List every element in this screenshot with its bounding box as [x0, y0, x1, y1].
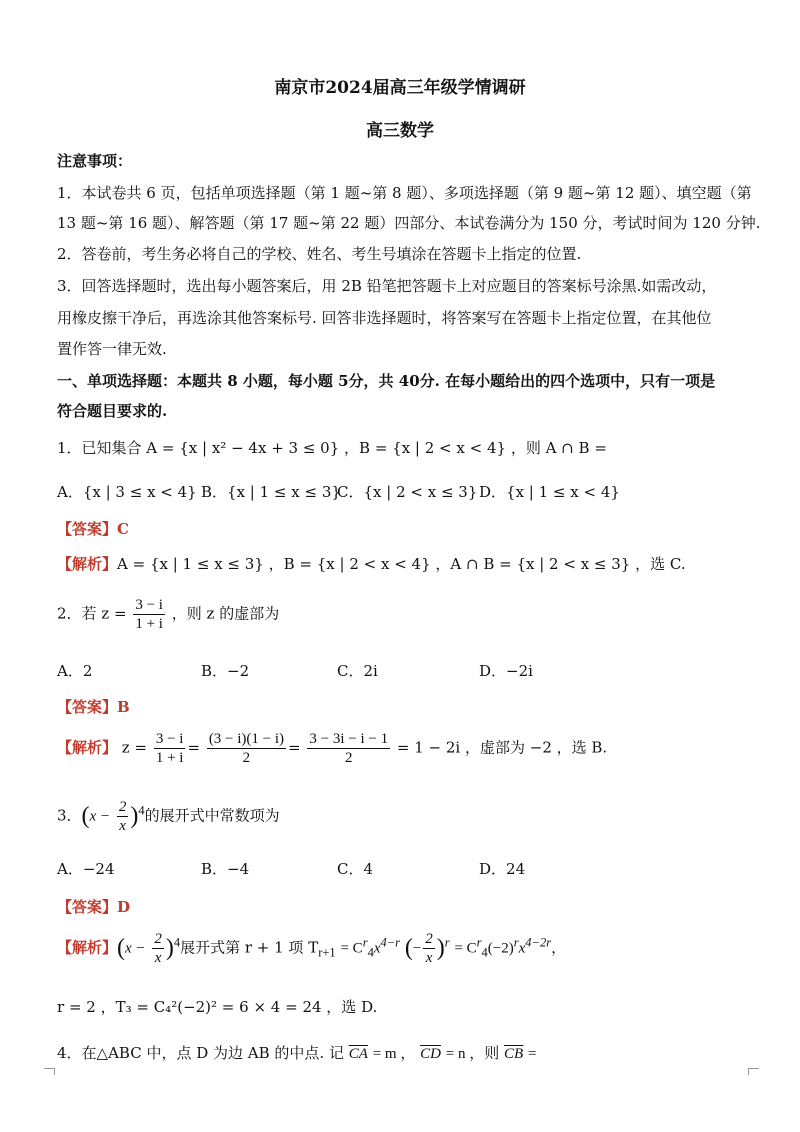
answer-value: D	[117, 898, 131, 916]
analysis-label: 【解析】	[57, 938, 118, 957]
q3-fraction	[117, 798, 129, 835]
corner-mark-left	[44, 1068, 55, 1075]
fraction-numerator: 3 − i	[155, 731, 184, 747]
q2-option-a: A．2	[57, 662, 93, 680]
exam-title: 南京市2024届高三年级学情调研	[274, 78, 526, 98]
q3-suffix: 的展开式中常数项为	[144, 806, 280, 825]
c-sub-2: 4	[481, 945, 488, 960]
q2-option-b: B．−2	[201, 662, 250, 680]
section-heading-line-2: 符合题目要求的.	[57, 402, 168, 420]
tail-pow-r: r	[513, 935, 519, 950]
fraction-numerator: 2	[425, 931, 433, 947]
fraction-numerator: 2	[154, 931, 162, 947]
q2-prefix: 2．若 z =	[57, 604, 127, 623]
analysis-fraction-1	[154, 730, 186, 767]
answer-label: 【答案】	[57, 520, 118, 538]
left-paren: (	[81, 803, 90, 829]
q3-analysis: 【解析】(x − $\frac{2}{x}$ )$^4$展开式第 r + 1 项 $T_{r+1} = C^r_4x^{4-r}$ (− $\frac{2}{x}$ )$^r = C^r_4(-2)^rx^{4-2r}$，	[57, 931, 567, 966]
q1-option-a: A．{x | 3 ≤ x < 4}	[57, 483, 197, 501]
neg-fraction	[423, 930, 435, 967]
q2-answer	[57, 696, 130, 717]
q3-base: x −	[89, 808, 111, 825]
left-paren: (	[404, 935, 413, 961]
fraction-denominator: 1 + i	[155, 750, 184, 766]
x-var: x	[373, 940, 381, 957]
notice-item-1-line-1: 1．本试卷共 6 页，包括单项选择题（第 1 题~第 8 题）、多项选择题（第 9 题~第 12 题）、填空题（第	[57, 184, 752, 202]
c-sup: r	[362, 935, 368, 950]
q1-answer	[57, 518, 129, 539]
answer-label: 【答案】	[57, 898, 118, 916]
q4-eq-3: =	[527, 1046, 537, 1062]
notice-item-2: 2．答卷前，考生务必将自己的学校、姓名、考生号填涂在答题卡上指定的位置.	[57, 245, 582, 263]
question-2-stem	[57, 596, 279, 633]
analysis-tail: = 1 − 2i ，虚部为 −2 ，选 B.	[396, 738, 608, 757]
analysis-eq: = C	[340, 940, 363, 957]
answer-label: 【答案】	[57, 698, 118, 716]
fraction-denominator: x	[119, 818, 126, 834]
q4-eq-2: = n ，则	[445, 1046, 500, 1062]
analysis-text: A = {x | 1 ≤ x ≤ 3} ，B = {x | 2 < x < 4} ，A ∩ B = {x | 2 < x ≤ 3} ，选 C.	[117, 555, 686, 573]
vector-ca: $\overline{CA}$	[348, 1046, 368, 1062]
notice-heading: 注意事项：	[57, 152, 133, 170]
question-2-options	[57, 660, 533, 681]
corner-mark-right	[748, 1068, 759, 1075]
analysis-base: x −	[125, 940, 146, 957]
fraction-denominator: x	[425, 950, 433, 966]
fraction-denominator: 2	[345, 750, 353, 766]
fraction-numerator: (3 − i)(1 − i)	[208, 731, 285, 747]
subscript-r1: r+1	[318, 945, 336, 960]
question-3-stem	[57, 798, 280, 835]
q1-option-b: B．{x | 1 ≤ x ≤ 3}	[201, 483, 341, 501]
tail-x-power: 4−2r	[525, 935, 552, 950]
analysis-tail: = C	[454, 940, 477, 957]
question-4-stem	[57, 1042, 536, 1063]
fraction-denominator: 2	[242, 750, 251, 766]
section-heading-line-1: 一、单项选择题：本题共 8 小题，每小题 5分，共 40分. 在每小题给出的四个选项中，只有一项是	[57, 372, 716, 390]
analysis-power: 4	[173, 935, 181, 950]
fraction-denominator: 1 + i	[135, 616, 163, 632]
vector-cb: $\overline{CB}$	[503, 1046, 524, 1062]
q3-answer	[57, 896, 130, 917]
answer-value: B	[117, 698, 130, 716]
tail-mid: (−2)	[487, 940, 514, 957]
notice-item-3-line-2: 用橡皮擦干净后，再选涂其他答案标号. 回答非选择题时，将答案写在答题卡上指定位置，在其他位	[57, 309, 712, 327]
notice-item-1-line-2: 13 题~第 16 题）、解答题（第 17 题~第 22 题）四部分、本试卷满分为 150 分，考试时间为 120 分钟.	[57, 214, 761, 232]
analysis-fraction-2	[207, 730, 286, 767]
answer-value: C	[117, 520, 129, 538]
question-1-options	[57, 481, 620, 502]
exam-subtitle: 高三数学	[366, 121, 434, 141]
analysis-mid: 展开式第 r + 1 项 T	[180, 938, 319, 957]
q2-option-c: C．2i	[337, 662, 378, 680]
question-3-options	[57, 858, 525, 879]
q1-option-c: C．{x | 2 < x ≤ 3}	[337, 483, 478, 501]
analysis-z: z =	[121, 738, 148, 757]
notice-item-3-line-1: 3．回答选择题时，选出每小题答案后，用 2B 铅笔把答题卡上对应题目的答案标号涂黑.如需改动，	[57, 277, 717, 295]
x-power: 4−r	[380, 935, 401, 950]
q3-option-a: A．−24	[57, 860, 115, 878]
analysis-fraction-3	[307, 730, 390, 767]
fraction-numerator: 3 − i	[135, 597, 163, 613]
q3-option-c: C．4	[337, 860, 374, 878]
notice-item-3-line-3: 置作答一律无效.	[57, 340, 167, 358]
c-sup-2: r	[476, 935, 482, 950]
right-paren: )	[165, 935, 174, 961]
minus: −	[412, 940, 422, 957]
q1-option-d: D．{x | 1 ≤ x < 4}	[479, 483, 620, 501]
q2-suffix: ，则 z 的虚部为	[171, 604, 280, 623]
q2-fraction	[133, 596, 165, 633]
q4-stem-a: 4．在△ABC 中，点 D 为边 AB 的中点. 记	[57, 1044, 344, 1062]
analysis-label: 【解析】	[57, 555, 118, 573]
q3-option-b: B．−4	[201, 860, 250, 878]
analysis-label: 【解析】	[57, 738, 118, 757]
power-r: r	[444, 935, 450, 950]
x-var-2: x	[518, 940, 526, 957]
analysis-fraction	[152, 930, 164, 967]
fraction-denominator: x	[154, 950, 162, 966]
fraction-numerator: 2	[118, 799, 127, 815]
left-paren: (	[117, 935, 126, 961]
q3-option-d: D．24	[479, 860, 526, 878]
q1-analysis	[57, 553, 686, 574]
q2-analysis: 【解析】 z = $\frac{3 - i}{1 + i}$ = $\frac{(3 - i)(1 - i)}{2}$ = $\frac{3 - 3i - i - 1}{2}$ = 1 − 2i ，虚部为 −2 ，选 B.	[57, 731, 608, 766]
c-sub: 4	[367, 945, 374, 960]
q3-number: 3．	[57, 806, 82, 825]
q3-analysis-line-2: r = 2 ，T₃ = C₄²(−2)² = 6 × 4 = 24 ，选 D.	[57, 998, 378, 1016]
q4-eq-1: = m ，	[372, 1046, 416, 1062]
fraction-numerator: 3 − 3i − i − 1	[309, 731, 389, 747]
question-1-stem: 1．已知集合 A = {x | x² − 4x + 3 ≤ 0} ，B = {x | 2 < x < 4} ，则 A ∩ B =	[57, 439, 607, 457]
right-paren: )	[130, 803, 139, 829]
q2-option-d: D．−2i	[479, 662, 533, 680]
q3-power: 4	[138, 803, 145, 818]
vector-cd: $\overline{CD}$	[420, 1046, 441, 1062]
right-paren: )	[436, 935, 445, 961]
